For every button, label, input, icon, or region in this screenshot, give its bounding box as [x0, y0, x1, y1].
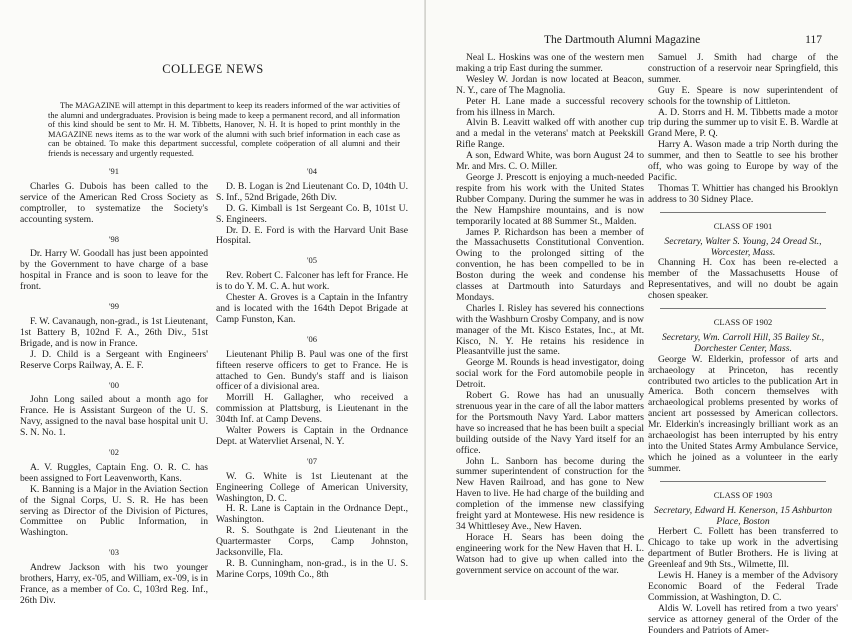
class-heading: '98 — [108, 233, 120, 244]
class-heading: '00 — [108, 379, 120, 390]
news-paragraph: John Long sailed about a month ago for France. He is Assistant Surgeon of the U. S. Navy, assigned to the naval base hospital unit U. S. N. No. 1. — [20, 394, 208, 439]
intro-paragraph: The MAGAZINE will attempt in this department to keep its readers informed of the war activities of the alumni and undergraduates. Provision is being made to keep a permanent record, and all information of this kind should be sent to Mr. H. M. Tibbetts, Hanover, N. H. It is hoped to print monthly in the MAGAZINE news items as to the war work of the alumni with such brief information in each case as can be obtained. To make this department successful, complete coöperation of all alumni and their friends is necessary and urgently requested. — [48, 101, 400, 158]
right-page — [426, 0, 852, 636]
news-paragraph: Lewis H. Haney is a member of the Advisory Economic Board of the Federal Trade Commission, at Washington, D. C. — [648, 570, 838, 603]
right-column-1 — [456, 53, 644, 577]
news-paragraph: D. G. Kimball is 1st Sergeant Co. B, 101st U. S. Engineers. — [216, 202, 408, 225]
news-paragraph: George M. Rounds is head investigator, doing social work for the Ford automobile people in Detroit. — [456, 357, 644, 391]
class-heading: '05 — [306, 255, 318, 266]
secretary-line: Secretary, Edward H. Kenerson, 15 Ashburton Place, Boston — [653, 504, 833, 527]
news-paragraph: Walter Powers is Captain in the Ordnance Dept. at Watervliet Arsenal, N. Y. — [216, 425, 408, 447]
news-paragraph: James P. Richardson has been a member of the Massachusetts Constitutional Convention. Owing to the prolonged sitting of the convention, he has been compelled to be in Boston during the week and condense his classes at Dartmouth into Saturdays and Mondays. — [456, 226, 644, 303]
page-number: 117 — [805, 34, 822, 46]
news-paragraph: Charles G. Dubois has been called to the service of the American Red Cross Society as comptroller, to systematize the Society's accounting system. — [20, 180, 208, 225]
news-paragraph: Andrew Jackson with his two younger brothers, Harry, ex-'05, and William, ex-'09, is in France, as a member of Co. C, 103rd Reg. Inf., 26th Div. — [20, 562, 208, 606]
secretary-line: Secretary, Walter S. Young, 24 Oread St., Worcester, Mass. — [664, 235, 822, 258]
left-column-1 — [20, 166, 208, 607]
news-paragraph: A. V. Ruggles, Captain Eng. O. R. C. has been assigned to Fort Leavenworth, Kans. — [20, 461, 208, 484]
news-paragraph: A. D. Storrs and H. M. Tibbetts made a motor trip during the summer up to visit E. B. Wardle at Grand Mere, P. Q. — [648, 106, 838, 140]
news-paragraph: Rev. Robert C. Falconer has left for France. He is to do Y. M. C. A. hut work. — [216, 270, 408, 293]
section-divider — [660, 212, 826, 213]
class-heading: '91 — [108, 166, 120, 176]
news-paragraph: George W. Elderkin, professor of arts and archaeology at Princeton, has recently contributed two articles to the publication Art in America. Both concern themselves with archaeological problems presented by works of ancient art possessed by American collectors. Mr. Elderkin's increasingly brilliant work as an archaeologist has been interrupted by his entry into the United States Army Ambulance Service, which he joined as a volunteer in the early summer. — [648, 353, 838, 474]
class-heading: CLASS OF 1903 — [713, 489, 773, 500]
news-paragraph: Chester A. Groves is a Captain in the Infantry and is located with the 164th Depot Brigade at Camp Funston, Kan. — [216, 292, 408, 325]
right-column-2 — [648, 53, 838, 637]
news-paragraph: Lieutenant Philip B. Paul was one of the first fifteen reserve officers to get to France. He is attached to Gen. Bundy's staff and is liaison officer of a divisional area. — [216, 348, 408, 393]
left-page — [0, 0, 426, 606]
news-paragraph: F. W. Cavanaugh, non-grad., is 1st Lieutenant, 1st Battery B, 102nd F. A., 26th Div., 51st Brigade, and is now in France. — [20, 315, 208, 349]
news-paragraph: D. B. Logan is 2nd Lieutenant Co. D, 104th U. S. Inf., 52nd Brigade, 26th Div. — [216, 180, 408, 203]
news-paragraph: A son, Edward White, was born August 24 to Mr. and Mrs. C. O. Miller. — [456, 150, 644, 173]
class-heading: '04 — [306, 166, 318, 176]
news-paragraph: Aldis W. Lovell has retired from a two years' service as attorney general of the Order of the Founders and Patriots of Amer- — [648, 602, 838, 636]
news-paragraph: Dr. D. E. Ford is with the Harvard Unit Base Hospital. — [216, 224, 408, 247]
class-heading: '03 — [108, 547, 120, 558]
news-paragraph: H. R. Lane is Captain in the Ordnance Dept., Washington. — [216, 503, 408, 526]
section-divider — [660, 481, 826, 482]
news-paragraph: R. S. Southgate is 2nd Lieutenant in the Quartermaster Corps, Camp Johnston, Jacksonville, Fla. — [216, 525, 408, 559]
news-paragraph: Morrill H. Gallagher, who received a commission at Plattsburg, is Lieutenant in the 304th Inf. at Camp Devens. — [216, 392, 408, 426]
class-heading: '07 — [306, 455, 318, 466]
news-paragraph: Robert G. Rowe has had an unusually strenuous year in the care of all the labor matters for the Portsmouth Navy Yard. Labor matters have so increased that he has been built a special building outside of the Navy Yard itself for an office. — [456, 390, 644, 456]
news-paragraph: Samuel J. Smith had charge of the construction of a reservoir near Springfield, this summer. — [648, 52, 838, 85]
magazine-title: The Dartmouth Alumni Magazine — [544, 34, 701, 46]
class-heading: CLASS OF 1901 — [713, 220, 773, 231]
news-paragraph: Wesley W. Jordan is now located at Beacon, N. Y., care of The Magnolia. — [456, 73, 644, 96]
news-paragraph: Horace H. Sears has been doing the engineering work for the New Haven that H. L. Watson had to give up when called into the government service on account of the war. — [456, 531, 644, 576]
class-heading: CLASS OF 1902 — [713, 317, 773, 328]
news-paragraph: K. Banning is a Major in the Aviation Section of the Signal Corps, U. S. R. He has been serving as Director of the Division of Pictures, Committee on Public Information, in Washington. — [20, 483, 208, 539]
news-paragraph: George J. Prescott is enjoying a much-needed respite from his work with the United States Rubber Company. During the summer he was in the New Hampshire mountains, and is now temporarily located at 88 Summer St., Malden. — [456, 171, 644, 227]
left-column-2 — [216, 166, 408, 581]
news-paragraph: R. B. Cunningham, non-grad., is in the U. S. Marine Corps, 109th Co., 8th — [216, 558, 408, 580]
news-paragraph: Alvin B. Leavitt walked off with another cup and a medal in the veterans' match at Peekskill Rifle Range. — [456, 117, 644, 151]
secretary-line: Secretary, Wm. Carroll Hill, 35 Bailey St., Dorchester Center, Mass. — [661, 331, 825, 354]
news-paragraph: Peter H. Lane made a successful recovery from his illness in March. — [456, 95, 644, 118]
news-paragraph: Dr. Harry W. Goodall has just been appointed by the Government to have charge of a base hospital in France and is soon to leave for the front. — [20, 248, 208, 293]
news-paragraph: Thomas T. Whittier has changed his Brooklyn address to 30 Sidney Place. — [648, 182, 838, 205]
news-paragraph: Charles I. Risley has severed his connections with the Washburn Crosby Company, and is now manager of the Mt. Kisco Estates, Inc., at Mt. Kisco, N. Y. He retains his residence in Pleasantville just the same. — [456, 302, 644, 358]
section-divider — [660, 308, 826, 309]
news-paragraph: Herbert C. Follett has been transferred to Chicago to take up work in the advertising department of Butler Brothers. He is living at Greenleaf and 9th Sts., Wilmette, Ill. — [648, 526, 838, 571]
news-paragraph: John L. Sanborn has become during the summer superintendent of construction for the New Haven Railroad, and has gone to New Haven to live. He had charge of the building and completion of the immense new classifying freight yard at Montewese. His new residence is 34 Whittlesey Ave., New Haven. — [456, 455, 644, 532]
news-paragraph: Channing H. Cox has been re-elected a member of the Massachusetts House of Representatives, and will no doubt be again chosen speaker. — [648, 257, 838, 302]
news-paragraph: Neal L. Hoskins was one of the western men making a trip East during the summer. — [456, 52, 644, 74]
news-paragraph: J. D. Child is a Sergeant with Engineers' Reserve Corps Railway, A. E. F. — [20, 348, 208, 371]
class-heading: '06 — [306, 333, 318, 344]
news-paragraph: Guy E. Speare is now superintendent of schools for the township of Littleton. — [648, 84, 838, 107]
class-heading: '02 — [108, 447, 120, 458]
section-title: COLLEGE NEWS — [162, 62, 264, 76]
news-paragraph: W. G. White is 1st Lieutenant at the Engineering College of American University, Washington, D. C. — [216, 470, 408, 504]
class-heading: '99 — [108, 301, 120, 312]
news-paragraph: Harry A. Wason made a trip North during the summer, and then to Seattle to see his brother off, who was going to Europe by way of the Pacific. — [648, 139, 838, 183]
